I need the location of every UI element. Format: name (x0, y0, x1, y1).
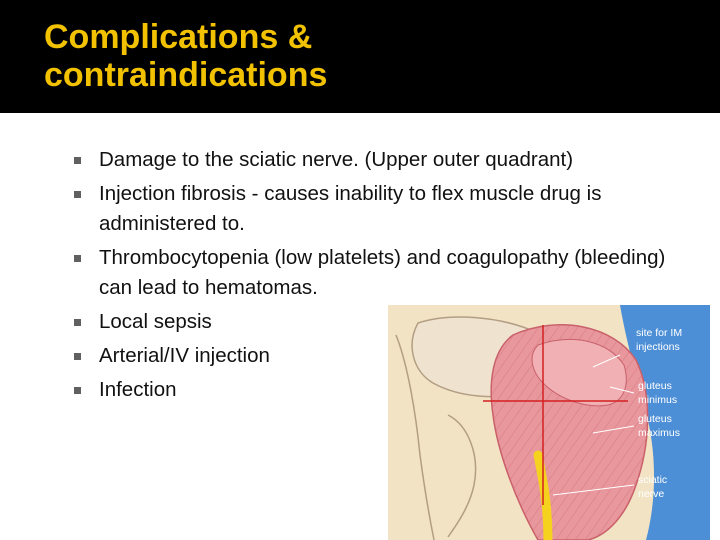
sciatic-label-line2: nerve (638, 488, 665, 500)
square-bullet-icon (74, 191, 81, 198)
bullet-text: Thrombocytopenia (low platelets) and coagulopathy (bleeding) can lead to hematomas. (99, 246, 666, 299)
minimus-label-line1: gluteus (638, 380, 672, 392)
title-bar (0, 0, 720, 113)
bullet-text: Local sepsis (99, 310, 212, 333)
square-bullet-icon (74, 353, 81, 360)
bullet-text: Injection fibrosis - causes inability to flex muscle drug is administered to. (99, 182, 602, 235)
bullet-item (74, 145, 684, 175)
bullet-text: Arterial/IV injection (99, 344, 270, 367)
square-bullet-icon (74, 255, 81, 262)
bullet-text: Infection (99, 378, 177, 401)
square-bullet-icon (74, 157, 81, 164)
gluteal-anatomy-figure (388, 305, 710, 540)
square-bullet-icon (74, 319, 81, 326)
maximus-label-line2: maximus (638, 427, 681, 439)
square-bullet-icon (74, 387, 81, 394)
sciatic-label-line1: sciatic (638, 474, 668, 486)
minimus-label-line2: minimus (638, 394, 678, 406)
site-label-line2: injections (636, 341, 680, 353)
bullet-item (74, 243, 684, 303)
bullet-item (74, 179, 684, 239)
slide-title: Complications & contraindications (44, 18, 328, 94)
gluteal-anatomy-illustration (388, 305, 710, 540)
maximus-label-line1: gluteus (638, 413, 672, 425)
bullet-text: Damage to the sciatic nerve. (Upper outer quadrant) (99, 148, 574, 171)
site-label-line1: site for IM (636, 327, 683, 339)
